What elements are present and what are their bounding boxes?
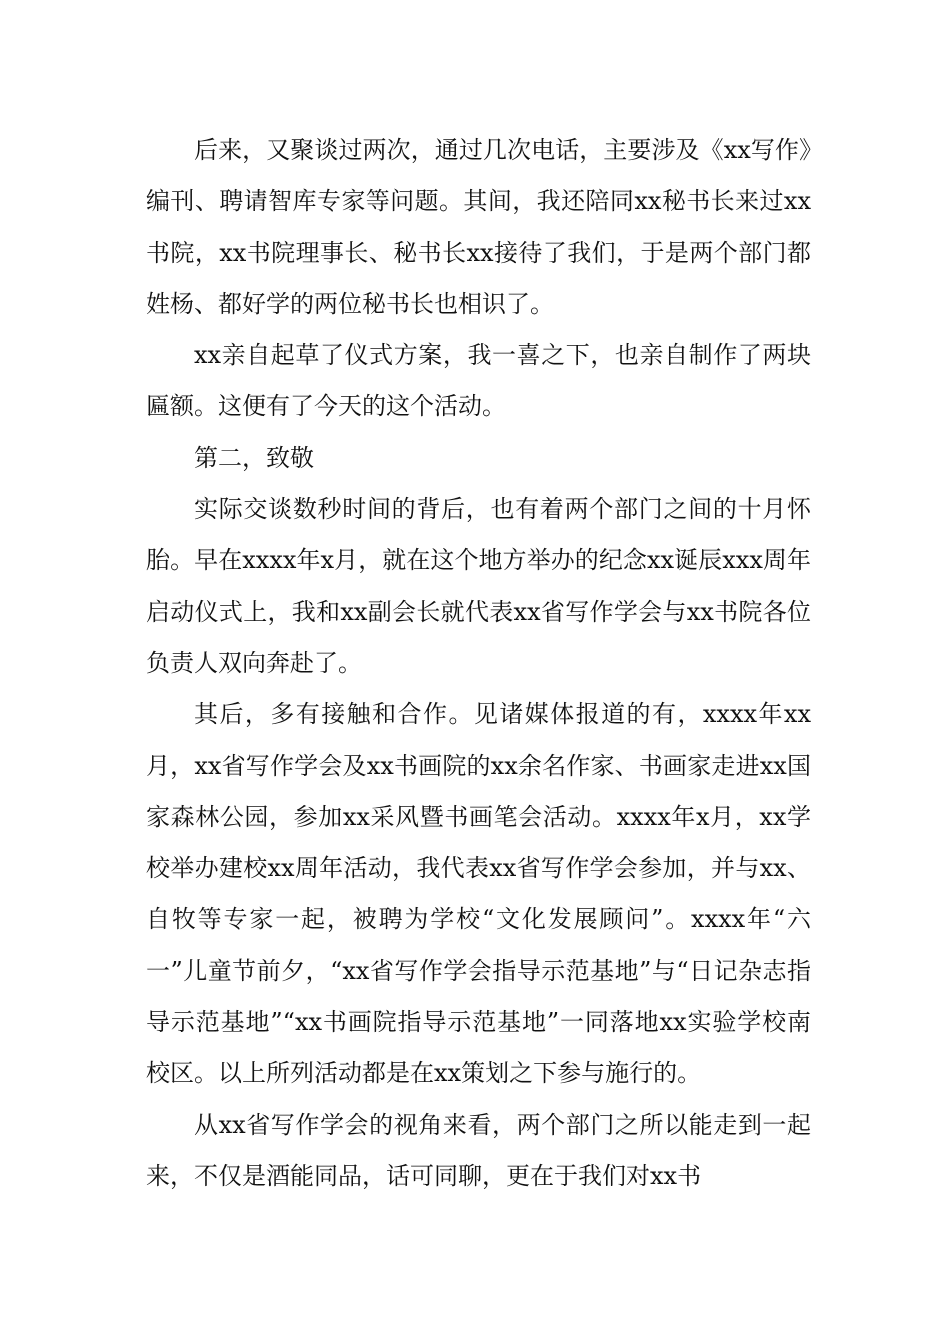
paragraph-5: 从xx省写作学会的视角来看，两个部门之所以能走到一起来，不仅是酒能同品，话可同聊，更在于我们对xx书	[146, 1110, 811, 1190]
paragraph-2: xx亲自起草了仪式方案，我一喜之下，也亲自制作了两块匾额。这便有了今天的这个活动。	[146, 341, 811, 421]
document-body	[146, 125, 811, 1202]
paragraph-4: 其后，多有接触和合作。见诸媒体报道的有，xxxx年xx月，xx省写作学会及xx书画院的xx余名作家、书画家走进xx国家森林公园，参加xx采风暨书画笔会活动。xxxx年x月，xx学校举办建校xx周年活动，我代表xx省写作学会参加，并与xx、自牧等专家一起，被聘为学校“文化发展顾问”。xxxx年“六一”儿童节前夕，“xx省写作学会指导示范基地”与“日记杂志指导示范基地”“xx书画院指导示范基地”一同落地xx实验学校南校区。以上所列活动都是在xx策划之下参与施行的。	[146, 700, 811, 1088]
section-heading: 第二，致敬	[194, 443, 314, 472]
paragraph-1: 后来，又聚谈过两次，通过几次电话，主要涉及《xx写作》编刊、聘请智库专家等问题。其间，我还陪同xx秘书长来过xx书院，xx书院理事长、秘书长xx接待了我们，于是两个部门都姓杨、都好学的两位秘书长也相识了。	[146, 136, 811, 318]
paragraph-3: 实际交谈数秒时间的背后，也有着两个部门之间的十月怀胎。早在xxxx年x月，就在这个地方举办的纪念xx诞辰xxx周年启动仪式上，我和xx副会长就代表xx省写作学会与xx书院各位负责人双向奔赴了。	[146, 495, 811, 677]
